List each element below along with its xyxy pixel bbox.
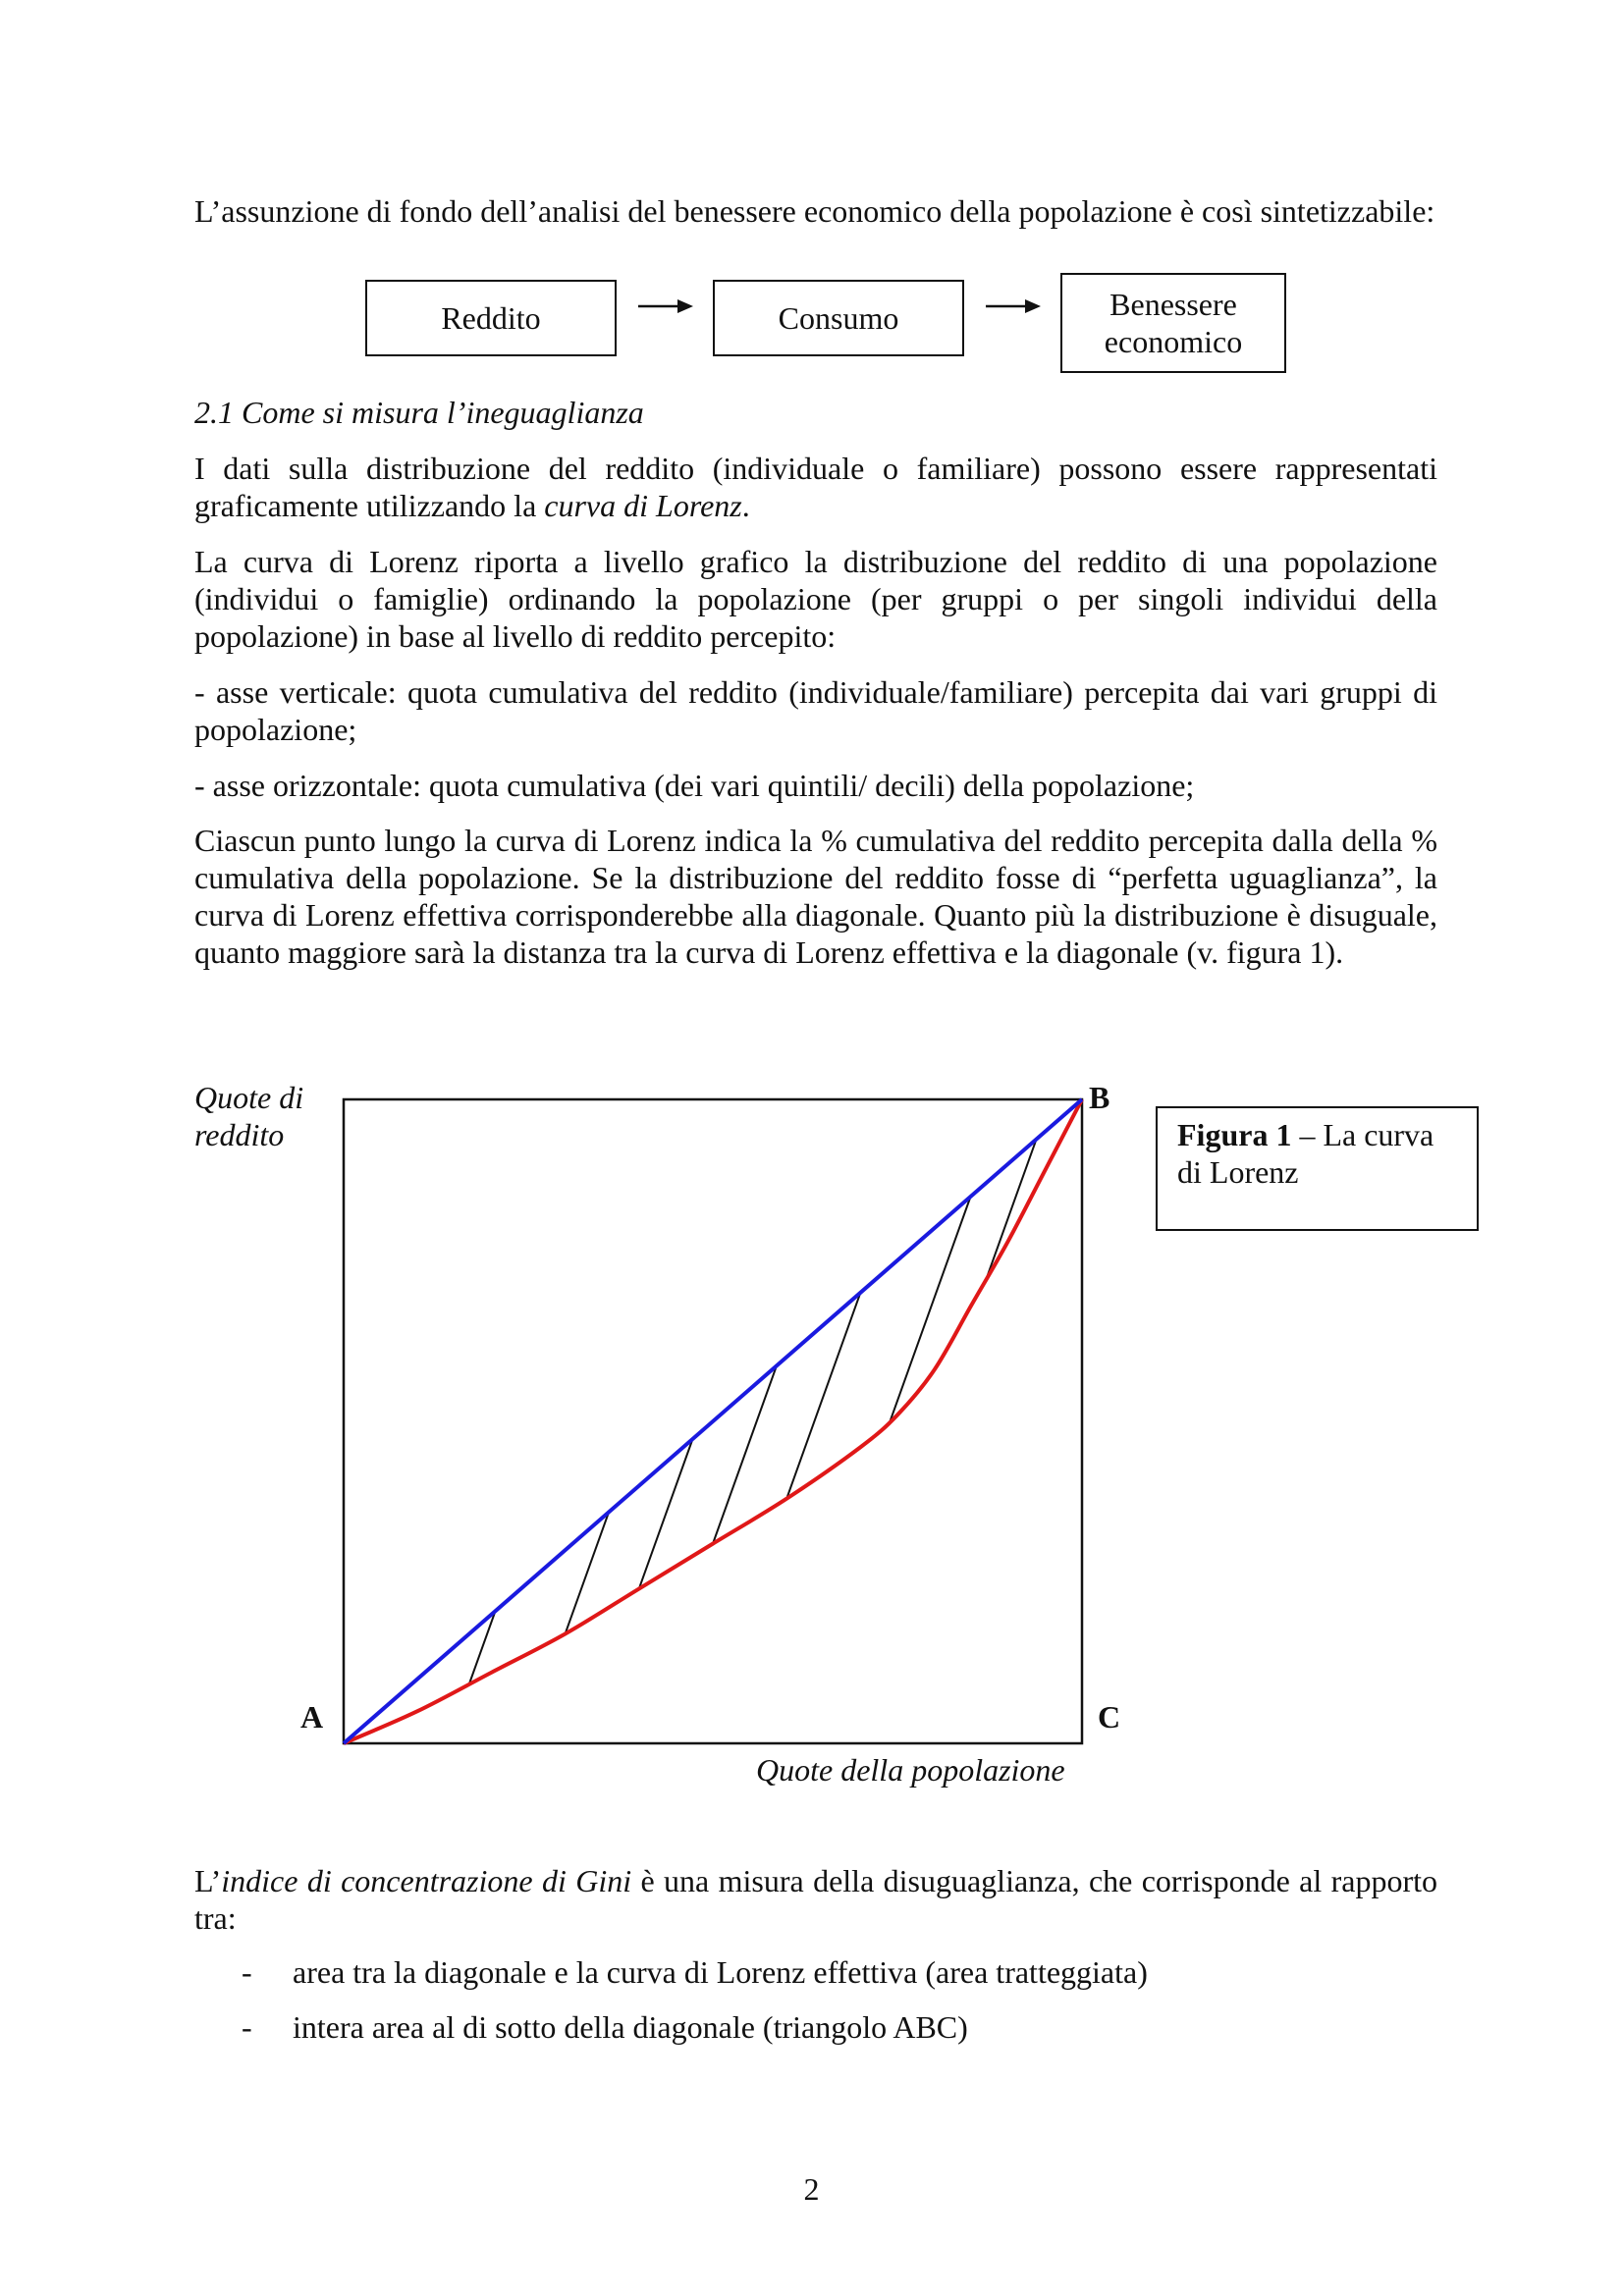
page-number: 2	[803, 2171, 820, 2207]
flow-box-consumo-label: Consumo	[778, 300, 899, 336]
gini-prefix: L’	[194, 1863, 222, 1898]
right-arrow-icon	[636, 294, 695, 318]
point-c-label: C	[1098, 1699, 1121, 1735]
flow-box-benessere-line1: Benessere	[1109, 287, 1237, 322]
point-a-label: A	[300, 1699, 324, 1735]
diagonal-line	[344, 1099, 1082, 1743]
y-axis-label-line1: Quote di	[194, 1080, 304, 1115]
section-heading: 2.1 Come si misura l’ineguaglianza	[194, 395, 644, 430]
paragraph-2: La curva di Lorenz riporta a livello grafico la distribuzione del reddito di una popolazione (individui o famiglie) ordinando la popolazione (per gruppi o per singoli individui della popolazione) in base al livello di reddito percepito:	[194, 544, 1437, 654]
flow-box-reddito-label: Reddito	[441, 300, 541, 336]
paragraph-1-italic: curva di Lorenz	[544, 488, 742, 523]
bullet-item-2: intera area al di sotto della diagonale (triangolo ABC)	[293, 2009, 968, 2045]
right-arrow-icon	[984, 294, 1043, 318]
flow-box-consumo	[713, 280, 964, 356]
paragraph-4: - asse orizzontale: quota cumulativa (dei vari quintili/ decili) della popolazione;	[194, 768, 1195, 803]
gini-italic: indice di concentrazione di Gini	[221, 1863, 632, 1898]
flow-box-reddito	[365, 280, 617, 356]
y-axis-label	[194, 1079, 303, 1153]
figure-caption	[1156, 1106, 1479, 1231]
bullet-dash-2: -	[242, 2009, 252, 2045]
flow-box-benessere	[1060, 273, 1286, 373]
x-axis-label: Quote della popolazione	[756, 1752, 1065, 1788]
hatch-lines	[469, 1140, 1037, 1684]
gini-suffix: è una misura della disuguaglianza, che corrisponde al rapporto tra:	[194, 1863, 1438, 1936]
paragraph-1-end: .	[741, 488, 750, 523]
gini-paragraph	[194, 1862, 1437, 1937]
paragraph-1	[194, 450, 1437, 524]
point-b-label: B	[1089, 1080, 1110, 1115]
intro-paragraph: L’assunzione di fondo dell’analisi del benessere economico della popolazione è così sintetizzabile:	[194, 193, 1435, 229]
figure-caption-text: – La curva di Lorenz	[1177, 1117, 1434, 1190]
paragraph-1-text: I dati sulla distribuzione del reddito (individuale o familiare) possono essere rappresentati graficamente utilizzando la	[194, 451, 1437, 523]
lorenz-chart	[334, 1090, 1095, 1757]
bullet-dash-1: -	[242, 1954, 252, 1990]
y-axis-label-line2: reddito	[194, 1117, 285, 1152]
figure-caption-bold: Figura 1	[1177, 1117, 1292, 1152]
flow-box-benessere-line2: economico	[1104, 324, 1243, 359]
paragraph-3: - asse verticale: quota cumulativa del reddito (individuale/familiare) percepita dai vari gruppi di popolazione;	[194, 674, 1437, 747]
paragraph-5: Ciascun punto lungo la curva di Lorenz indica la % cumulativa del reddito percepita dalla della % cumulativa della popolazione. Se la distribuzione del reddito fosse di “perfetta uguaglianza”, la curva di Lorenz effettiva corrisponderebbe alla diagonale. Quanto più la distribuzione è disuguale, quanto maggiore sarà la distanza tra la curva di Lorenz effettiva e la diagonale (v. figura 1).	[194, 823, 1437, 970]
bullet-item-1: area tra la diagonale e la curva di Lorenz effettiva (area tratteggiata)	[293, 1954, 1148, 1990]
